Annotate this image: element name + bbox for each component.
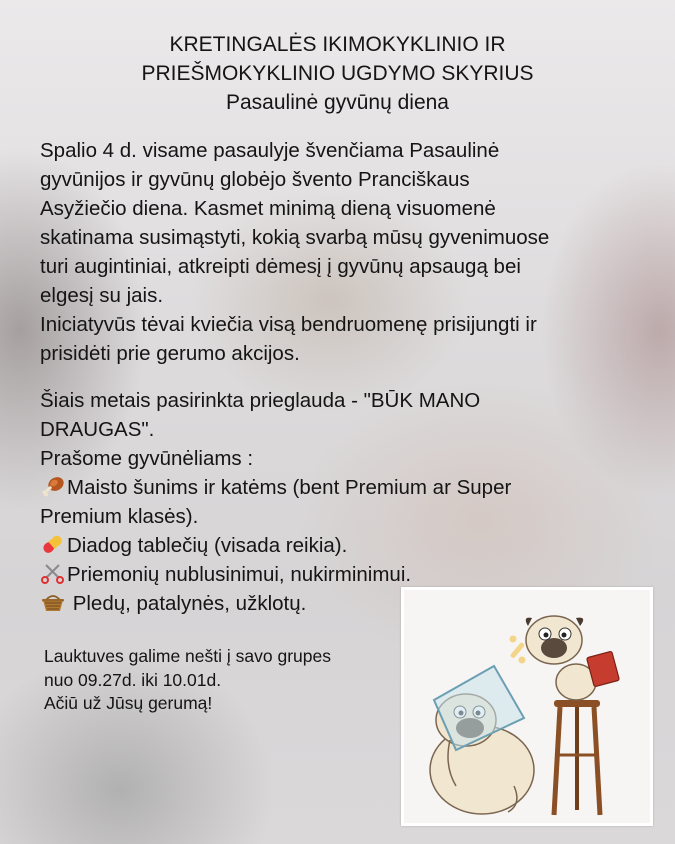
item-text: Pledų, patalynės, užklotų.	[67, 592, 307, 615]
donation-section	[40, 386, 511, 618]
item-text: Priemonių nublusinimui, nukirminimui.	[67, 563, 412, 586]
donation-item-treatments	[40, 560, 511, 589]
meat-icon	[40, 475, 66, 497]
intro-line: Iniciatyvūs tėvai kviečia visą bendruomenę prisijungti ir	[40, 313, 537, 336]
intro-line: Spalio 4 d. visame pasaulyje švenčiama Pasaulinė	[40, 139, 500, 162]
shelter-line-2: DRAUGAS".	[40, 418, 155, 441]
shelter-line-1: Šiais metais pasirinkta prieglauda - "BŪK MANO	[40, 389, 481, 412]
header-line-2: PRIEŠMOKYKLINIO UGDYMO SKYRIUS	[141, 62, 534, 85]
intro-paragraph	[40, 136, 549, 368]
pill-icon	[40, 533, 66, 555]
footer-line: Ačiū už Jūsų gerumą!	[44, 693, 213, 713]
header-line-1: KRETINGALĖS IKIMOKYKLINIO IR	[169, 33, 506, 56]
intro-line: elgesį su jais.	[40, 284, 164, 307]
basket-icon	[40, 591, 66, 613]
pugs-drawing	[404, 590, 650, 823]
footer-line: Lauktuves galime nešti į savo grupes	[44, 646, 331, 666]
intro-line: turi augintiniai, atkreipti dėmesį į gyvūnų apsaugą bei	[40, 255, 521, 278]
intro-line: gyvūnijos ir gyvūnų globėjo švento Pranciškaus	[40, 168, 470, 191]
poster-header	[0, 30, 675, 117]
pugs-illustration	[401, 587, 653, 826]
request-line: Prašome gyvūnėliams :	[40, 447, 254, 470]
intro-line: prisidėti prie gerumo akcijos.	[40, 342, 300, 365]
intro-line: skatinama susimąstyti, kokią svarbą mūsų gyvenimuose	[40, 226, 550, 249]
item-text: Diadog tablečių (visada reikia).	[67, 534, 348, 557]
footer-note	[44, 645, 331, 716]
header-line-3: Pasaulinė gyvūnų diena	[225, 91, 449, 114]
donation-item-food	[40, 473, 511, 502]
footer-line: nuo 09.27d. iki 10.01d.	[44, 669, 222, 690]
item-text: Maisto šunims ir katėms (bent Premium ar Super	[67, 476, 512, 499]
scissors-icon	[40, 562, 66, 584]
donation-item-pills	[40, 531, 511, 560]
item-text-continuation: Premium klasės).	[40, 505, 199, 528]
intro-line: Asyžiečio diena. Kasmet minimą dieną visuomenė	[40, 197, 496, 220]
